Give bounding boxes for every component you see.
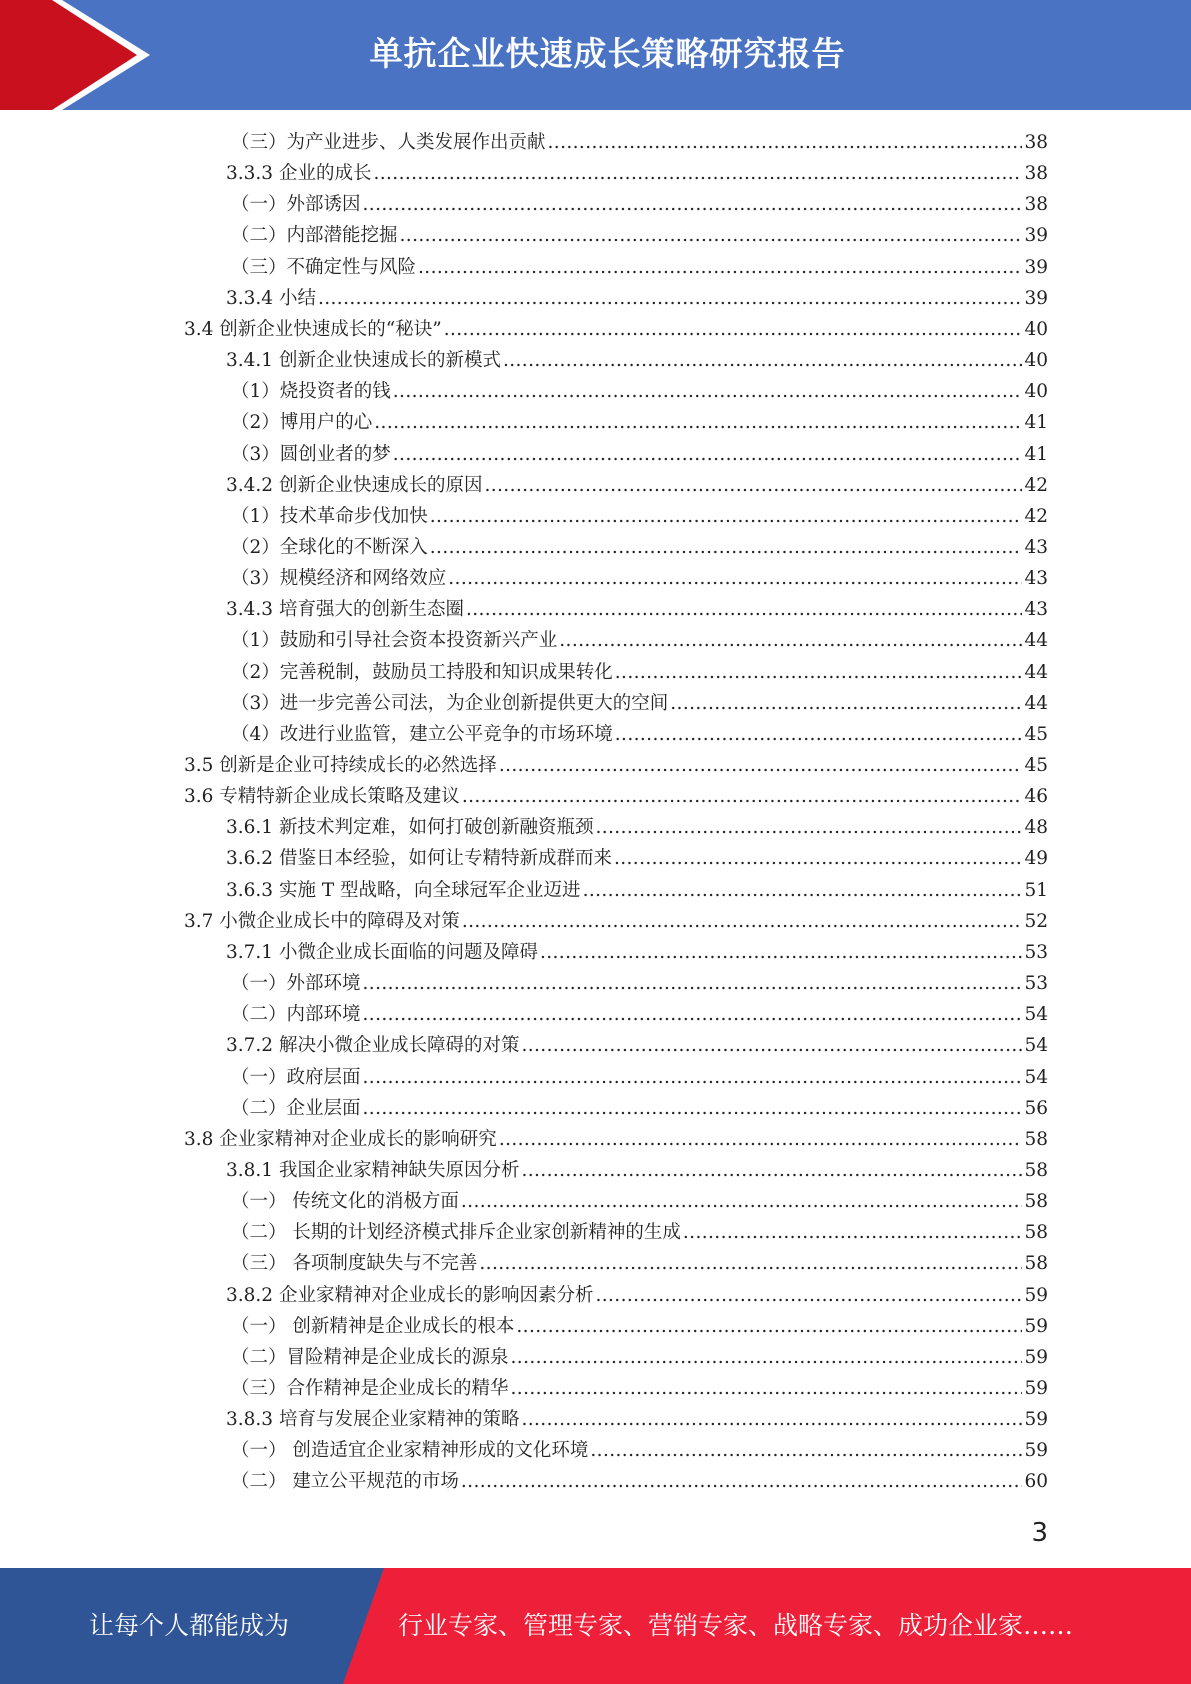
toc-entry-page-number: 41 bbox=[1024, 443, 1048, 465]
toc-dot-leader bbox=[503, 345, 1022, 376]
toc-entry-page-number: 58 bbox=[1024, 1128, 1048, 1150]
toc-dot-leader bbox=[393, 439, 1023, 470]
toc-entry[interactable] bbox=[231, 1093, 1048, 1124]
toc-entry-label: 3.6.2 借鉴日本经验，如何让专精特新成群而来 bbox=[226, 848, 612, 870]
toc-entry-label: （1）技术革命步伐加快 bbox=[231, 505, 428, 527]
toc-dot-leader bbox=[521, 1030, 1022, 1061]
toc-entry-label: 3.8.1 我国企业家精神缺失原因分析 bbox=[226, 1159, 520, 1181]
report-title: 单抗企业快速成长策略研究报告 bbox=[369, 34, 846, 73]
toc-entry-page-number: 58 bbox=[1024, 1159, 1048, 1181]
toc-dot-leader bbox=[615, 657, 1023, 688]
toc-entry-page-number: 43 bbox=[1024, 599, 1048, 621]
toc-dot-leader bbox=[595, 812, 1022, 843]
toc-entry-page-number: 59 bbox=[1024, 1378, 1048, 1399]
toc-entry-page-number: 45 bbox=[1024, 723, 1048, 745]
toc-entry-page-number: 59 bbox=[1024, 1409, 1048, 1431]
toc-entry-label: （二）企业层面 bbox=[231, 1097, 361, 1119]
toc-entry[interactable] bbox=[231, 407, 1048, 438]
toc-entry-page-number: 59 bbox=[1024, 1440, 1048, 1462]
toc-entry-page-number: 39 bbox=[1024, 225, 1048, 247]
toc-entry-page-number: 60 bbox=[1024, 1471, 1048, 1493]
toc-entry-label: （一） 传统文化的消极方面 bbox=[231, 1191, 459, 1213]
toc-entry-page-number: 58 bbox=[1024, 1222, 1048, 1244]
toc-entry-page-number: 54 bbox=[1024, 1035, 1048, 1057]
toc-entry-page-number: 45 bbox=[1024, 755, 1048, 776]
toc-dot-leader bbox=[511, 1342, 1023, 1373]
toc-entry-page-number: 49 bbox=[1024, 848, 1048, 870]
toc-entry[interactable] bbox=[226, 1030, 1048, 1061]
toc-entry[interactable] bbox=[231, 688, 1048, 719]
toc-dot-leader bbox=[683, 1217, 1023, 1248]
toc-entry[interactable] bbox=[231, 127, 1048, 158]
page-number: 3 bbox=[1031, 1518, 1048, 1548]
toc-dot-leader bbox=[373, 158, 1022, 189]
toc-entry[interactable] bbox=[231, 1062, 1048, 1093]
toc-entry-label: （一）外部环境 bbox=[231, 973, 361, 995]
toc-entry[interactable] bbox=[231, 999, 1048, 1030]
page-footer bbox=[0, 1568, 1191, 1684]
footer-slogan-left: 让每个人都能成为 bbox=[88, 1611, 289, 1640]
toc-entry[interactable] bbox=[226, 937, 1048, 968]
toc-entry-label: （2）博用户的心 bbox=[231, 412, 373, 434]
toc-entry[interactable] bbox=[226, 812, 1048, 843]
toc-entry-page-number: 52 bbox=[1024, 910, 1048, 932]
toc-entry-page-number: 40 bbox=[1024, 381, 1048, 403]
toc-entry[interactable] bbox=[231, 625, 1048, 656]
toc-entry[interactable] bbox=[226, 158, 1048, 189]
toc-entry-page-number: 44 bbox=[1024, 661, 1048, 683]
toc-entry-page-number: 59 bbox=[1024, 1284, 1048, 1306]
toc-entry-label: 3.7 小微企业成长中的障碍及对策 bbox=[184, 910, 460, 932]
toc-dot-leader bbox=[484, 470, 1022, 501]
toc-dot-leader bbox=[374, 407, 1022, 438]
toc-entry-page-number: 40 bbox=[1024, 318, 1048, 340]
toc-entry[interactable] bbox=[231, 1342, 1048, 1373]
toc-dot-leader bbox=[430, 532, 1023, 563]
toc-entry-label: 3.4 创新企业快速成长的“秘诀” bbox=[184, 318, 442, 340]
toc-dot-leader bbox=[511, 1373, 1023, 1404]
toc-entry-label: （一） 创造适宜企业家精神形成的文化环境 bbox=[231, 1440, 589, 1462]
toc-entry[interactable] bbox=[231, 1248, 1048, 1279]
toc-entry[interactable] bbox=[231, 439, 1048, 470]
toc-entry-page-number: 38 bbox=[1024, 194, 1048, 216]
toc-entry[interactable] bbox=[231, 1435, 1048, 1466]
toc-entry[interactable] bbox=[231, 501, 1048, 532]
toc-dot-leader bbox=[583, 875, 1023, 906]
toc-entry-label: （3）进一步完善公司法，为企业创新提供更大的空间 bbox=[231, 692, 669, 714]
toc-entry-label: （三）为产业进步、人类发展作出贡献 bbox=[231, 132, 546, 153]
toc-dot-leader bbox=[466, 594, 1022, 625]
toc-dot-leader bbox=[462, 781, 1023, 812]
toc-entry-label: （3）圆创业者的梦 bbox=[231, 443, 391, 465]
toc-entry-page-number: 59 bbox=[1024, 1315, 1048, 1337]
toc-dot-leader bbox=[595, 1280, 1022, 1311]
toc-dot-leader bbox=[363, 1062, 1023, 1093]
toc-dot-leader bbox=[615, 719, 1023, 750]
toc-dot-leader bbox=[318, 283, 1023, 314]
toc-entry-page-number: 59 bbox=[1024, 1346, 1048, 1368]
toc-dot-leader bbox=[462, 906, 1023, 937]
toc-entry-page-number: 58 bbox=[1024, 1191, 1048, 1213]
toc-entry-label: 3.3.4 小结 bbox=[226, 287, 316, 309]
toc-entry-page-number: 40 bbox=[1024, 350, 1048, 372]
toc-entry[interactable] bbox=[184, 1124, 1048, 1155]
toc-dot-leader bbox=[430, 501, 1023, 532]
toc-entry-page-number: 41 bbox=[1024, 412, 1048, 434]
toc-entry[interactable] bbox=[226, 1280, 1048, 1311]
toc-entry-label: 3.3.3 企业的成长 bbox=[226, 163, 372, 185]
toc-entry[interactable] bbox=[231, 1373, 1048, 1404]
toc-dot-leader bbox=[363, 1093, 1023, 1124]
toc-dot-leader bbox=[521, 1155, 1022, 1186]
toc-entry[interactable] bbox=[231, 719, 1048, 750]
toc-entry[interactable] bbox=[226, 283, 1048, 314]
toc-entry-page-number: 43 bbox=[1024, 568, 1048, 590]
toc-entry-page-number: 56 bbox=[1024, 1097, 1048, 1119]
toc-entry-label: 3.6 专精特新企业成长策略及建议 bbox=[184, 786, 460, 808]
toc-entry-label: 3.6.3 实施 T 型战略，向全球冠军企业迈进 bbox=[226, 879, 581, 901]
toc-entry-page-number: 44 bbox=[1024, 692, 1048, 714]
footer-slogan-right: 行业专家、管理专家、营销专家、战略专家、成功企业家…… bbox=[398, 1611, 1074, 1640]
toc-entry-label: （一）外部诱因 bbox=[231, 194, 361, 216]
toc-entry-label: （2）完善税制，鼓励员工持股和知识成果转化 bbox=[231, 661, 613, 683]
toc-entry-label: （二）内部环境 bbox=[231, 1004, 361, 1026]
toc-entry-page-number: 42 bbox=[1024, 474, 1048, 496]
toc-entry[interactable] bbox=[226, 345, 1048, 376]
toc-dot-leader bbox=[521, 1404, 1022, 1435]
toc-dot-leader bbox=[479, 1248, 1022, 1279]
toc-entry-label: （3）规模经济和网络效应 bbox=[231, 568, 447, 590]
toc-entry-label: （4）改进行业监管，建立公平竞争的市场环境 bbox=[231, 723, 613, 745]
toc-entry-page-number: 58 bbox=[1024, 1253, 1048, 1275]
toc-entry-label: 3.4.2 创新企业快速成长的原因 bbox=[226, 474, 483, 496]
toc-entry-page-number: 38 bbox=[1024, 132, 1048, 153]
toc-entry-label: 3.6.1 新技术判定难，如何打破创新融资瓶颈 bbox=[226, 817, 594, 839]
toc-entry[interactable] bbox=[226, 1155, 1048, 1186]
toc-entry[interactable] bbox=[231, 252, 1048, 283]
toc-entry[interactable] bbox=[231, 968, 1048, 999]
toc-entry-page-number: 46 bbox=[1024, 786, 1048, 808]
toc-entry[interactable] bbox=[226, 594, 1048, 625]
toc-dot-leader bbox=[418, 252, 1022, 283]
toc-entry[interactable] bbox=[231, 657, 1048, 688]
toc-entry-page-number: 51 bbox=[1024, 879, 1048, 901]
toc-entry-label: （二）内部潜能挖掘 bbox=[231, 225, 398, 247]
toc-entry-label: （二） 长期的计划经济模式排斥企业家创新精神的生成 bbox=[231, 1222, 681, 1244]
toc-entry[interactable] bbox=[226, 1404, 1048, 1435]
toc-entry[interactable] bbox=[226, 875, 1048, 906]
toc-dot-leader bbox=[363, 999, 1023, 1030]
toc-entry-label: 3.8.2 企业家精神对企业成长的影响因素分析 bbox=[226, 1284, 594, 1306]
toc-dot-leader bbox=[559, 625, 1022, 656]
toc-dot-leader bbox=[444, 314, 1023, 345]
toc-dot-leader bbox=[540, 937, 1022, 968]
toc-entry[interactable] bbox=[231, 189, 1048, 220]
toc-entry[interactable] bbox=[184, 781, 1048, 812]
toc-entry-page-number: 53 bbox=[1024, 941, 1048, 963]
toc-entry-page-number: 43 bbox=[1024, 536, 1048, 558]
toc-entry[interactable] bbox=[231, 1217, 1048, 1248]
toc-dot-leader bbox=[363, 968, 1023, 999]
toc-entry-page-number: 39 bbox=[1024, 256, 1048, 278]
toc-entry-page-number: 44 bbox=[1024, 630, 1048, 652]
toc-entry-label: （三） 各项制度缺失与不完善 bbox=[231, 1253, 478, 1275]
toc-entry-page-number: 54 bbox=[1024, 1066, 1048, 1088]
toc-dot-leader bbox=[499, 1124, 1023, 1155]
toc-entry-label: （1）鼓励和引导社会资本投资新兴产业 bbox=[231, 630, 558, 652]
toc-dot-leader bbox=[461, 1186, 1023, 1217]
toc-dot-leader bbox=[614, 843, 1022, 874]
toc-entry[interactable] bbox=[231, 1466, 1048, 1497]
toc-entry-label: 3.8 企业家精神对企业成长的影响研究 bbox=[184, 1128, 497, 1150]
toc-entry-label: （2）全球化的不断深入 bbox=[231, 536, 428, 558]
toc-entry-page-number: 39 bbox=[1024, 287, 1048, 309]
toc-entry-label: （二）冒险精神是企业成长的源泉 bbox=[231, 1346, 509, 1368]
toc-entry-label: 3.5 创新是企业可持续成长的必然选择 bbox=[184, 755, 497, 776]
toc-dot-leader bbox=[400, 220, 1023, 251]
toc-entry-label: （三）不确定性与风险 bbox=[231, 256, 417, 278]
toc-entry-label: （1）烧投资者的钱 bbox=[231, 381, 391, 403]
toc-dot-leader bbox=[363, 189, 1023, 220]
toc-entry-label: 3.4.3 培育强大的创新生态圈 bbox=[226, 599, 464, 621]
toc-entry[interactable] bbox=[184, 906, 1048, 937]
toc-entry[interactable] bbox=[226, 470, 1048, 501]
toc-entry[interactable] bbox=[231, 376, 1048, 407]
toc-entry[interactable] bbox=[184, 314, 1048, 345]
toc-entry-page-number: 54 bbox=[1024, 1004, 1048, 1026]
toc-dot-leader bbox=[393, 376, 1023, 407]
toc-entry[interactable] bbox=[231, 220, 1048, 251]
toc-entry[interactable] bbox=[184, 750, 1048, 781]
toc-dot-leader bbox=[499, 750, 1023, 781]
toc-entry-page-number: 42 bbox=[1024, 505, 1048, 527]
toc-entry-page-number: 48 bbox=[1024, 817, 1048, 839]
toc-entry-label: 3.7.1 小微企业成长面临的问题及障碍 bbox=[226, 941, 538, 963]
toc-entry[interactable] bbox=[226, 843, 1048, 874]
toc-dot-leader bbox=[461, 1466, 1023, 1497]
toc-entry[interactable] bbox=[231, 1186, 1048, 1217]
toc-entry[interactable] bbox=[231, 1311, 1048, 1342]
toc-entry-label: （二） 建立公平规范的市场 bbox=[231, 1471, 459, 1493]
toc-entry-label: （一） 创新精神是企业成长的根本 bbox=[231, 1315, 515, 1337]
toc-dot-leader bbox=[548, 127, 1023, 158]
toc-entry-page-number: 38 bbox=[1024, 163, 1048, 185]
toc-entry-label: （三）合作精神是企业成长的精华 bbox=[231, 1378, 509, 1399]
toc-dot-leader bbox=[590, 1435, 1022, 1466]
toc-dot-leader bbox=[448, 563, 1022, 594]
toc-entry[interactable] bbox=[231, 532, 1048, 563]
toc-entry-page-number: 53 bbox=[1024, 973, 1048, 995]
toc-dot-leader bbox=[516, 1311, 1022, 1342]
toc-dot-leader bbox=[670, 688, 1022, 719]
toc-entry-label: （一）政府层面 bbox=[231, 1066, 361, 1088]
toc-entry[interactable] bbox=[231, 563, 1048, 594]
page-header bbox=[0, 0, 1191, 110]
toc-entry-label: 3.7.2 解决小微企业成长障碍的对策 bbox=[226, 1035, 520, 1057]
toc-entry-label: 3.8.3 培育与发展企业家精神的策略 bbox=[226, 1409, 520, 1431]
toc-entry-label: 3.4.1 创新企业快速成长的新模式 bbox=[226, 350, 501, 372]
